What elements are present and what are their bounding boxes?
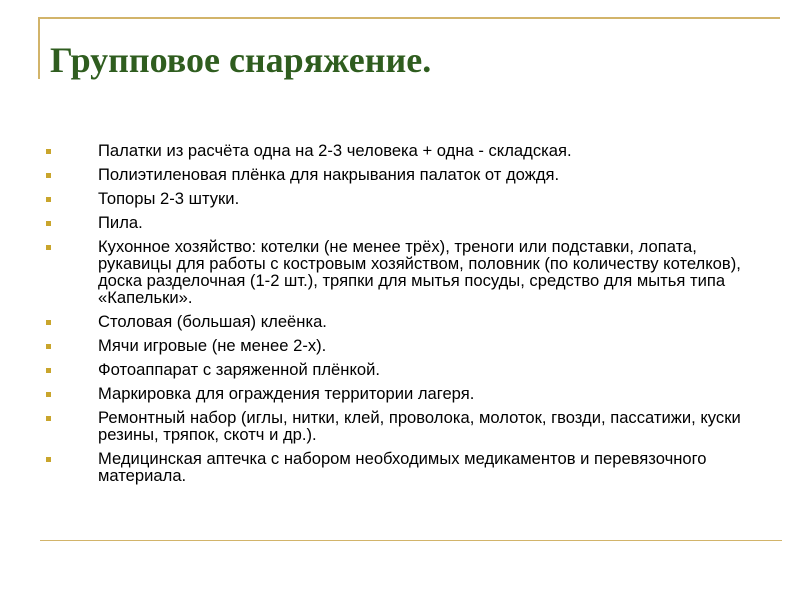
list-item-text: Ремонтный набор (иглы, нитки, клей, проволока, молоток, гвозди, пассатижи, куски резины, тряпок, скотч и др.). xyxy=(98,408,741,444)
square-bullet-icon xyxy=(46,149,51,154)
list-item-text: Палатки из расчёта одна на 2-3 человека + одна - складская. xyxy=(98,141,572,160)
equipment-list xyxy=(46,142,746,491)
list-item-text: Топоры 2-3 штуки. xyxy=(98,189,240,208)
list-item xyxy=(46,450,746,484)
list-item xyxy=(46,313,746,330)
list-item xyxy=(46,361,746,378)
square-bullet-icon xyxy=(46,368,51,373)
list-item-text: Полиэтиленовая плёнка для накрывания палаток от дождя. xyxy=(98,165,560,184)
list-item-text: Столовая (большая) клеёнка. xyxy=(98,312,327,331)
list-item-text: Фотоаппарат с заряженной плёнкой. xyxy=(98,360,381,379)
slide-title: Групповое снаряжение. xyxy=(50,40,432,80)
list-item xyxy=(46,409,746,443)
list-item xyxy=(46,337,746,354)
square-bullet-icon xyxy=(46,320,51,325)
square-bullet-icon xyxy=(46,221,51,226)
list-item xyxy=(46,142,746,159)
square-bullet-icon xyxy=(46,173,51,178)
square-bullet-icon xyxy=(46,416,51,421)
list-item-text: Мячи игровые (не менее 2-х). xyxy=(98,336,327,355)
square-bullet-icon xyxy=(46,392,51,397)
square-bullet-icon xyxy=(46,344,51,349)
top-rule xyxy=(38,17,780,19)
list-item xyxy=(46,238,746,306)
square-bullet-icon xyxy=(46,245,51,250)
list-item-text: Медицинская аптечка с набором необходимых медикаментов и перевязочного материала. xyxy=(98,449,707,485)
list-item xyxy=(46,385,746,402)
list-item xyxy=(46,166,746,183)
list-item xyxy=(46,190,746,207)
list-item xyxy=(46,214,746,231)
list-item-text: Маркировка для ограждения территории лагеря. xyxy=(98,384,475,403)
list-item-text: Пила. xyxy=(98,213,143,232)
left-rule xyxy=(38,17,40,79)
list-item-text: Кухонное хозяйство: котелки (не менее трёх), треноги или подставки, лопата, рукавицы для работы с костровым хозяйством, половник (по количеству котелков), доска разделочная (1-2 шт.), тряпки для мытья посуды, средство для мытья типа «Капельки». xyxy=(98,237,741,307)
square-bullet-icon xyxy=(46,457,51,462)
bottom-rule xyxy=(40,540,782,541)
square-bullet-icon xyxy=(46,197,51,202)
